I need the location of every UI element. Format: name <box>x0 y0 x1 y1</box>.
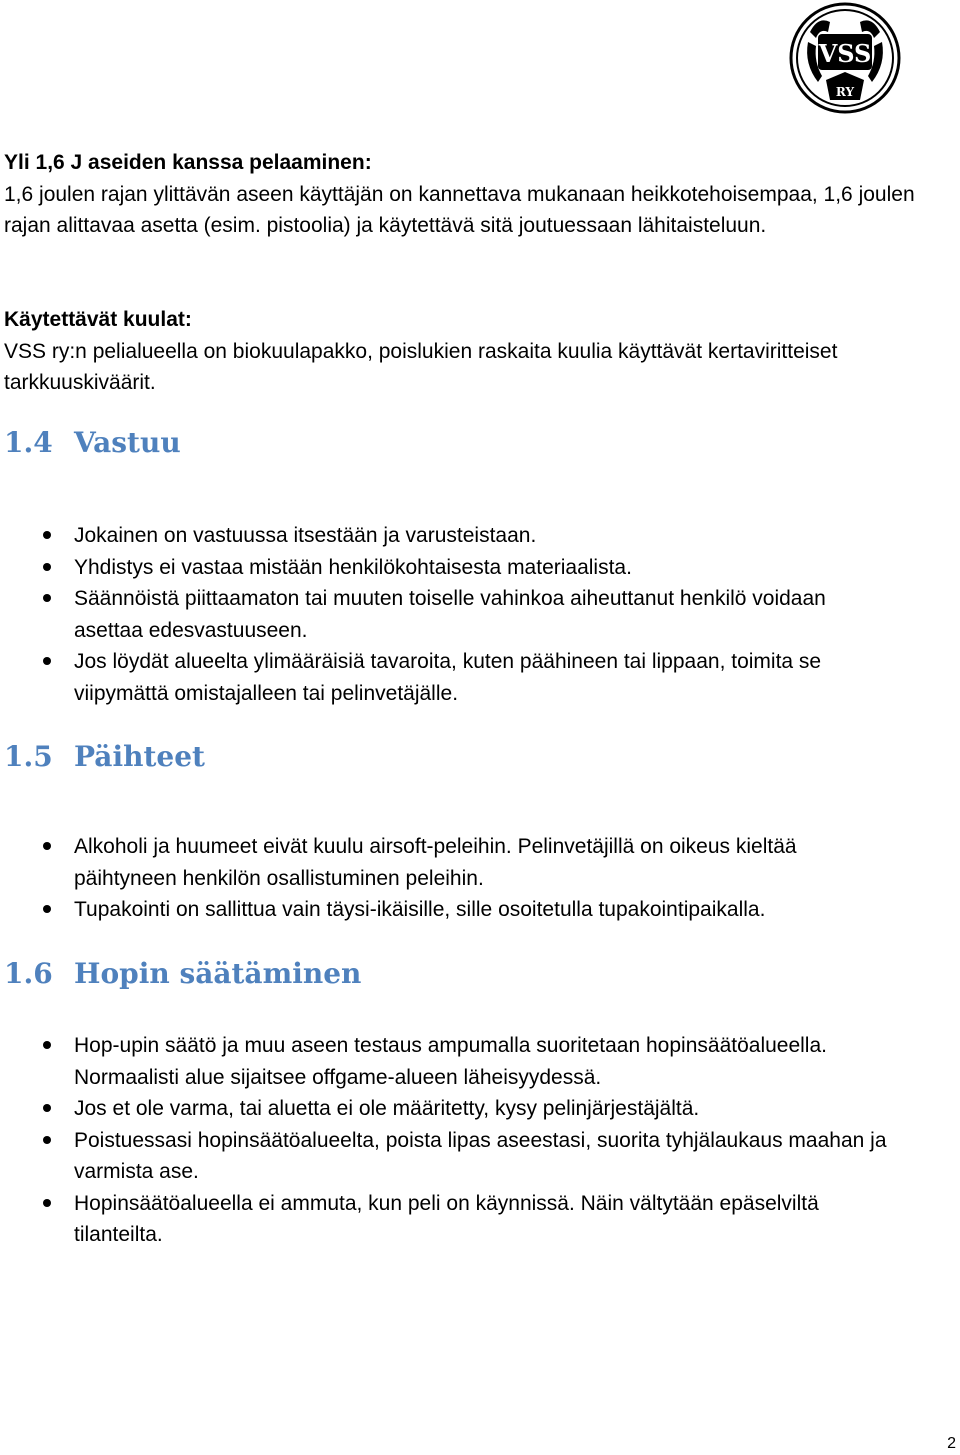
intro-text-bb: VSS ry:n pelialueella on biokuulapakko, poislukien raskaita kuulia käyttävät kertaviritteiset tarkkuuskiväärit. <box>4 339 838 394</box>
section-title: Päihteet <box>74 740 205 773</box>
intro-bb-section <box>4 304 944 399</box>
list-item: Jos et ole varma, tai aluetta ei ole määritetty, kysy pelinjärjestäjältä. <box>0 1093 900 1125</box>
section-heading-paihteet <box>4 740 205 773</box>
list-item: Hopinsäätöalueella ei ammuta, kun peli on käynnissä. Näin vältytään epäselviltä tilanteilta. <box>0 1188 900 1251</box>
section-title: Vastuu <box>74 426 181 459</box>
list-item: Hop-upin säätö ja muu aseen testaus ampumalla suoritetaan hopinsäätöalueella. Normaalisti alue sijaitsee offgame-alueen läheisyydessä. <box>0 1030 900 1093</box>
vss-ry-logo <box>788 2 902 114</box>
logo-sub-text: RY <box>835 85 855 99</box>
intro-over-1-6-joule <box>4 147 944 242</box>
list-item: Poistuessasi hopinsäätöalueelta, poista lipas aseestasi, suorita tyhjälaukaus maahan ja varmista ase. <box>0 1125 900 1188</box>
list-item: Jos löydät alueelta ylimääräisiä tavaroita, kuten päähineen tai lippaan, toimita se viipymättä omistajalleen tai pelinvetäjälle. <box>0 646 900 709</box>
section-heading-vastuu <box>4 426 181 459</box>
list-item: Tupakointi on sallittua vain täysi-ikäisille, sille osoitetulla tupakointipaikalla. <box>0 894 900 926</box>
section-title: Hopin säätäminen <box>74 957 362 990</box>
hopin-saataminen-list <box>0 1030 900 1251</box>
list-item: Jokainen on vastuussa itsestään ja varusteistaan. <box>0 520 900 552</box>
section-number: 1.6 <box>4 957 53 990</box>
vastuu-list <box>0 520 900 709</box>
list-item: Yhdistys ei vastaa mistään henkilökohtaisesta materiaalista. <box>0 552 900 584</box>
vss-ry-logo-graphic <box>788 2 902 114</box>
section-heading-hopin-saataminen <box>4 957 361 990</box>
list-item: Säännöistä piittaamaton tai muuten toiselle vahinkoa aiheuttanut henkilö voidaan asettaa edesvastuuseen. <box>0 583 900 646</box>
intro-title-joule: Yli 1,6 J aseiden kanssa pelaaminen: <box>4 151 372 174</box>
intro-title-bb: Käytettävät kuulat: <box>4 308 192 331</box>
list-item: Alkoholi ja huumeet eivät kuulu airsoft-peleihin. Pelinvetäjillä on oikeus kieltää päihtyneen henkilön osallistuminen peleihin. <box>0 831 900 894</box>
section-number: 1.5 <box>4 740 53 773</box>
intro-text-joule: 1,6 joulen rajan ylittävän aseen käyttäjän on kannettava mukanaan heikkotehoisempaa, 1,6 joulen rajan alittavaa asetta (esim. pistoolia) ja käytettävä sitä joutuessaan lähitaisteluun. <box>4 182 915 237</box>
paihteet-list <box>0 831 900 926</box>
section-number: 1.4 <box>4 426 53 459</box>
page-number: 2 <box>947 1435 956 1452</box>
logo-main-text: VSS <box>818 39 872 68</box>
